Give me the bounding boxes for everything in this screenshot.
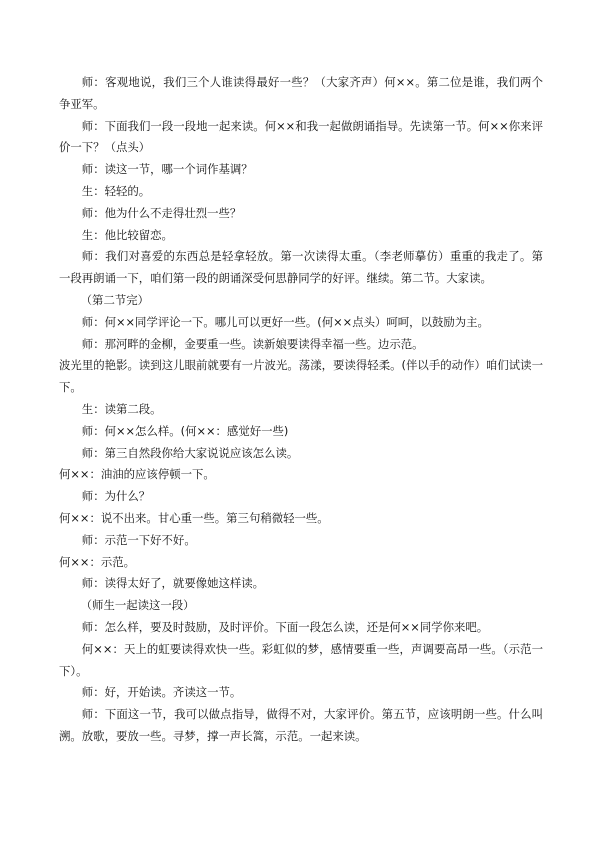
paragraph: 师：他为什么不走得壮烈一些？ <box>81 205 242 220</box>
paragraph: 何××：示范。 <box>59 554 136 569</box>
paragraph: 何××：说不出来。甘心重一些。第三句稍微轻一些。 <box>59 510 329 525</box>
paragraph: 师：好，开始读。齐读这一节。 <box>81 685 242 700</box>
paragraph: 何××：天上的虹要读得欢快一些。彩虹似的梦，感情要重一些，声调要高昂一些。（示范一下）。 <box>59 641 543 678</box>
paragraph: 生：轻轻的。 <box>81 183 151 198</box>
paragraph-note: （师生一起读这一段） <box>80 598 195 613</box>
paragraph: 师：何××怎么样。(何××：感觉好一些) <box>81 423 289 438</box>
document-body <box>59 72 543 748</box>
paragraph-note: （第二节完） <box>80 292 150 307</box>
paragraph: 师：为什么？ <box>81 489 151 504</box>
paragraph: 师：何××同学评论一下。哪儿可以更好一些。(何××点头）呵呵，以鼓励为主。 <box>81 314 489 329</box>
paragraph: 师：下面我们一段一段地一起来读。何××和我一起做朗诵指导。先读第一节。何××你来评价一下？（点头） <box>59 118 543 155</box>
paragraph: 生：他比较留恋。 <box>81 227 173 242</box>
paragraph: 师：怎么样，要及时鼓励，及时评价。下面一段怎么读，还是何××同学你来吧。 <box>81 619 489 634</box>
paragraph: 师：我们对喜爱的东西总是轻拿轻放。第一次读得太重。（李老师摹仿）重重的我走了。第一段再朗诵一下，咱们第一段的朗诵深受何思静同学的好评。继续。第二节。大家读。 <box>59 249 543 286</box>
paragraph: 何××：油油的应该停顿一下。 <box>59 467 215 482</box>
paragraph: 师：第三自然段你给大家说说应该怎么读。 <box>81 445 299 460</box>
paragraph: 师：那河畔的金柳，金要重一些。读新娘要读得幸福一些。边示范。 <box>81 336 424 351</box>
paragraph: 波光里的艳影。读到这儿眼前就要有一片波光。荡漾，要读得轻柔。(伴以手的动作）咱们试读一下。 <box>59 358 543 395</box>
paragraph: 师：读这一节，哪一个词作基调？ <box>81 162 253 177</box>
paragraph: 生：读第二段。 <box>81 401 162 416</box>
paragraph: 师：客观地说，我们三个人谁读得最好一些？（大家齐声）何××。第二位是谁，我们两个争亚军。 <box>59 75 543 111</box>
paragraph: 师：读得太好了，就要像她这样读。 <box>81 576 265 591</box>
paragraph: 师：下面这一节，我可以做点指导，做得不对，大家评价。第五节，应该明朗一些。什么叫溯。放歌，要放一些。寻梦，撑一声长篙，示范。一起来读。 <box>59 707 543 743</box>
paragraph: 师：示范一下好不好。 <box>81 532 196 547</box>
